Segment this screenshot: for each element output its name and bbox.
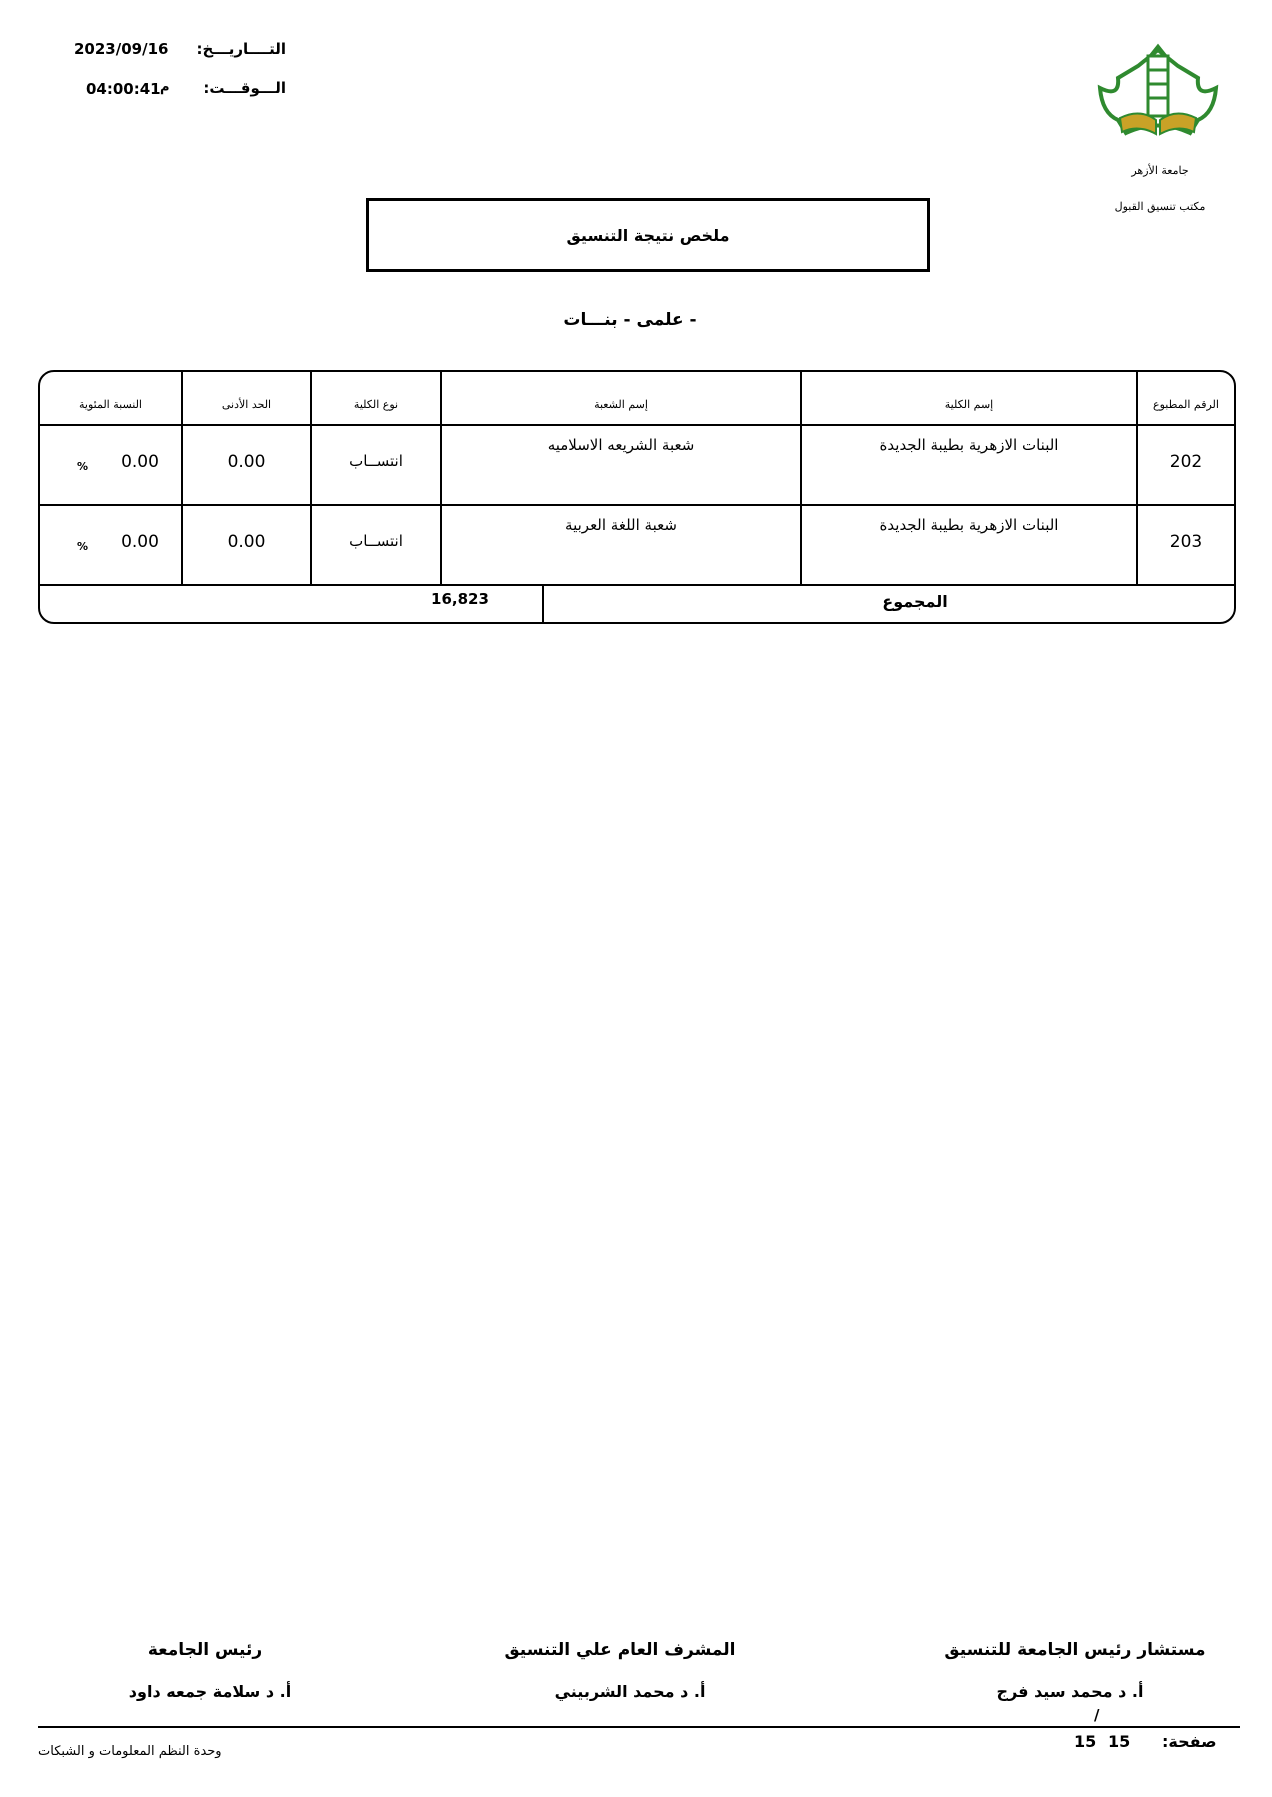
row-divider [40, 584, 1234, 586]
header-printed-no: الرقم المطبوع [1153, 398, 1219, 411]
row2-min-score: 0.00 [227, 532, 266, 552]
signature-title-advisor: مستشار رئيس الجامعة للتنسيق [944, 1640, 1206, 1660]
signature-name-president: أ. د سلامة جمعه داود [128, 1682, 292, 1701]
total-divider [542, 584, 544, 622]
row1-min-score: 0.00 [227, 452, 266, 472]
row2-college-name: البنات الازهرية بطيبة الجديدة [879, 516, 1059, 534]
page-current: 15 [1108, 1732, 1131, 1751]
report-subtitle: - علمى - بنـــات [563, 310, 697, 330]
signature-title-supervisor: المشرف العام علي التنسيق [504, 1640, 736, 1660]
time-value: 04:00:41 [86, 80, 161, 98]
row2-college-type: انتســاب [349, 532, 403, 550]
row1-pct-sign: % [77, 460, 89, 473]
header-college-name: إسم الكلية [944, 398, 994, 411]
total-value: 16,823 [431, 590, 489, 608]
date-label: التــــاريـــخ: [196, 40, 286, 58]
report-title: ملخص نتيجة التنسيق [366, 198, 930, 272]
signature-name-advisor: أ. د محمد سيد فرج [996, 1682, 1144, 1701]
time-suffix: م [160, 80, 170, 95]
office-name: مكتب تنسيق القبول [1114, 200, 1206, 213]
row1-college-type: انتســاب [349, 452, 403, 470]
row1-percentage: 0.00 [121, 452, 159, 472]
row1-college-name: البنات الازهرية بطيبة الجديدة [879, 436, 1059, 454]
row1-division-name: شعبة الشريعه الاسلاميه [547, 436, 695, 454]
date-value: 2023/09/16 [74, 40, 169, 58]
page-total: 15 [1074, 1732, 1097, 1751]
row-divider [40, 504, 1234, 506]
header-row-divider [40, 424, 1234, 426]
results-table [38, 370, 1236, 624]
time-label: الـــوقـــت: [203, 79, 286, 97]
row1-printed-no: 202 [1169, 452, 1203, 472]
header-division-name: إسم الشعبة [594, 398, 648, 411]
university-name: جامعة الأزهر [1131, 164, 1189, 177]
total-label: المجموع [882, 592, 948, 611]
header-percentage: النسبة المئوية [79, 398, 142, 411]
university-logo [1090, 38, 1226, 150]
row2-printed-no: 203 [1169, 532, 1203, 552]
row2-percentage: 0.00 [121, 532, 159, 552]
row2-division-name: شعبة اللغة العربية [565, 516, 677, 534]
header-min-score: الحد الأدنى [221, 398, 272, 411]
page-label: صفحة: [1162, 1732, 1217, 1751]
footer-line [38, 1726, 1240, 1728]
signature-name-supervisor: أ. د محمد الشربيني [554, 1682, 706, 1701]
footer-slash: / [1094, 1706, 1100, 1724]
row2-pct-sign: % [77, 540, 89, 553]
signature-title-president: رئيس الجامعة [147, 1640, 263, 1660]
footer-unit: وحدة النظم المعلومات و الشبكات [38, 1744, 222, 1759]
header-college-type: نوع الكلية [353, 398, 399, 411]
